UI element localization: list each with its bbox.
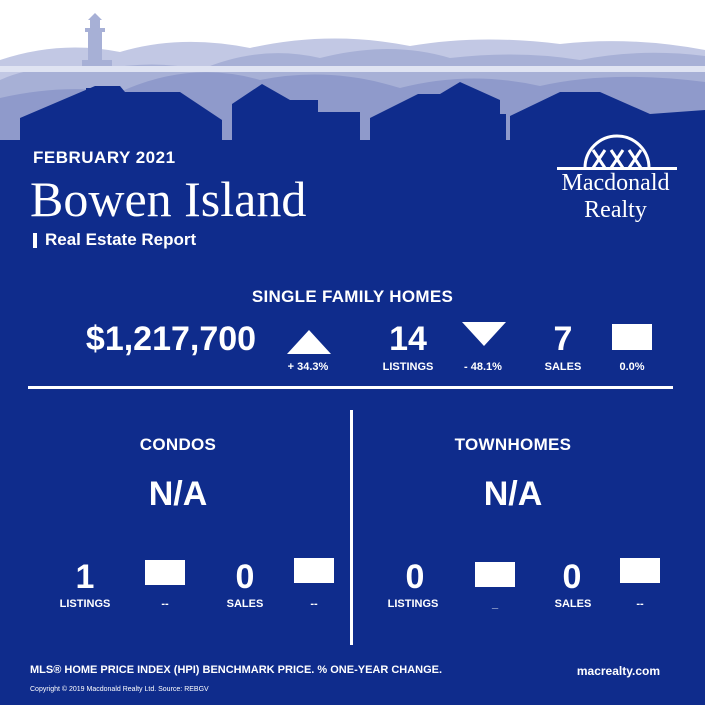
townhomes-sales-value: 0 bbox=[562, 558, 582, 596]
horizontal-divider bbox=[28, 386, 673, 389]
single-family-price: $1,217,700 bbox=[85, 320, 257, 358]
single-family-sales-change: 0.0% bbox=[619, 361, 645, 373]
condos-listings-value: 1 bbox=[75, 558, 95, 596]
logo-wordmark bbox=[548, 170, 683, 224]
townhomes-listings-change: _ bbox=[491, 598, 499, 610]
townhomes-sales-box-icon bbox=[620, 558, 660, 583]
condos-sales-label: SALES bbox=[226, 598, 264, 610]
report-location-title: Bowen Island bbox=[30, 171, 307, 227]
condos-title: CONDOS bbox=[139, 435, 217, 454]
single-family-listings-label: LISTINGS bbox=[382, 361, 434, 373]
website-link[interactable]: macrealty.com bbox=[576, 664, 660, 678]
condos-sales-value: 0 bbox=[235, 558, 255, 596]
logo-line-1: Macdonald bbox=[561, 170, 670, 196]
townhomes-sales-change: -- bbox=[636, 598, 644, 610]
townhomes-listings-label: LISTINGS bbox=[387, 598, 439, 610]
vertical-divider bbox=[350, 410, 353, 645]
report-subtitle: Real Estate Report bbox=[45, 230, 197, 249]
condos-listings-label: LISTINGS bbox=[59, 598, 111, 610]
single-family-sales-value: 7 bbox=[553, 320, 573, 358]
condos-sales-change: -- bbox=[310, 598, 318, 610]
footer-note: MLS® HOME PRICE INDEX (HPI) BENCHMARK PRICE. % ONE-YEAR CHANGE. bbox=[30, 664, 443, 676]
townhomes-sales-label: SALES bbox=[554, 598, 592, 610]
townhomes-price: N/A bbox=[483, 475, 543, 513]
single-family-listings-value: 14 bbox=[389, 320, 427, 358]
townhomes-title: TOWNHOMES bbox=[454, 435, 572, 454]
logo-line-2: Realty bbox=[584, 197, 647, 223]
condos-listings-box-icon bbox=[145, 560, 185, 585]
condos-sales-box-icon bbox=[294, 558, 334, 583]
condos-listings-change: -- bbox=[161, 598, 169, 610]
townhomes-listings-value: 0 bbox=[405, 558, 425, 596]
no-change-box-icon bbox=[612, 324, 652, 350]
single-family-listings-change: - 48.1% bbox=[464, 361, 502, 373]
footer-copyright: Copyright © 2019 Macdonald Realty Ltd. Source: REBGV bbox=[30, 686, 209, 693]
single-family-title: SINGLE FAMILY HOMES bbox=[251, 287, 454, 306]
townhomes-listings-box-icon bbox=[475, 562, 515, 587]
up-triangle-icon bbox=[287, 328, 331, 354]
subtitle-bar bbox=[33, 233, 37, 248]
condos-price: N/A bbox=[148, 475, 208, 513]
single-family-sales-label: SALES bbox=[544, 361, 582, 373]
down-triangle-icon bbox=[462, 322, 506, 348]
single-family-price-change: + 34.3% bbox=[287, 361, 329, 373]
wheel-emblem-icon bbox=[557, 132, 677, 172]
report-month: FEBRUARY 2021 bbox=[33, 148, 176, 167]
